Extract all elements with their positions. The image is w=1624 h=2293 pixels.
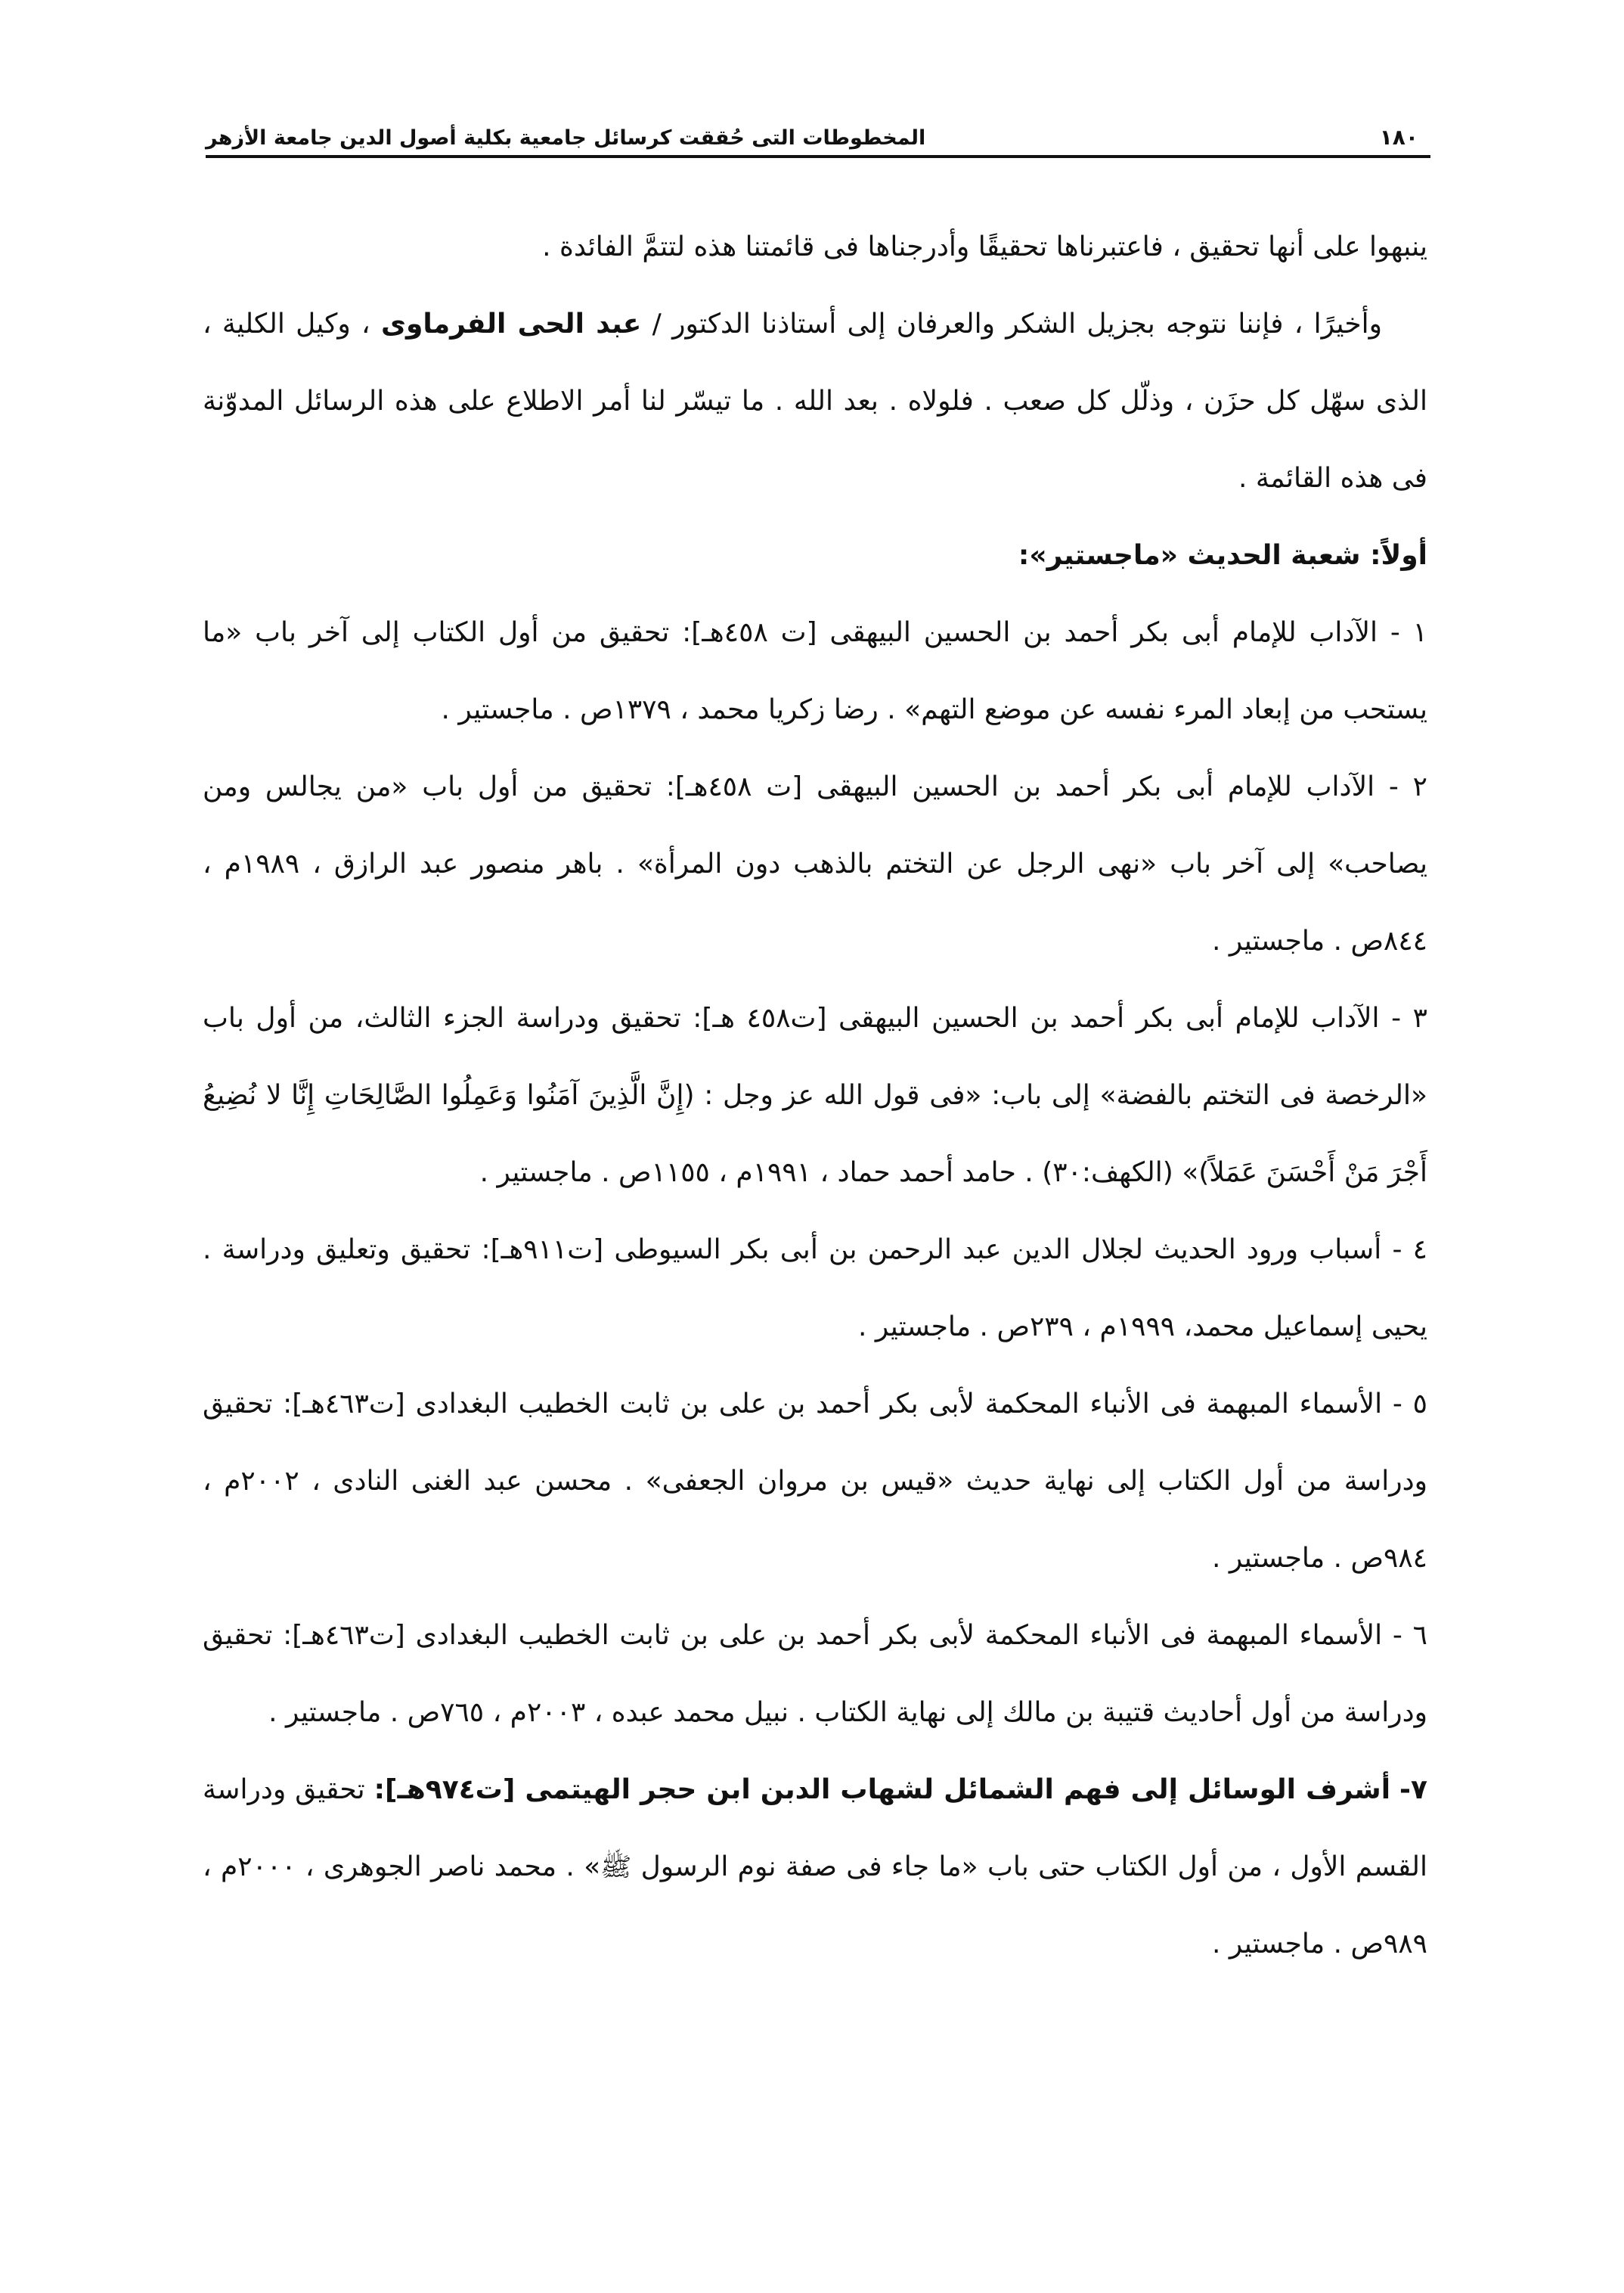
entry-title: أشرف الوسائل إلى فهم الشمائل لشهاب الدبن ابن حجر الهيتمى [ت٩٧٤هـ]:	[373, 1774, 1391, 1805]
entry-5	[203, 1366, 1427, 1597]
entry-text: الآداب للإمام أبى بكر أحمد بن الحسين البيهقى [ت ٤٥٨هـ]: تحقيق من أول باب «من يجالس ومن يصاحب» إلى آخر باب «نهى الرجل عن التختم بالذهب دون المرأة» . باهر منصور عبد الرازق ، ١٩٨٩م ، ٨٤٤ص . ماجستير .	[203, 771, 1427, 957]
entry-number: ٣ -	[1391, 1003, 1427, 1034]
entry-text: الأسماء المبهمة فى الأنباء المحكمة لأبى بكر أحمد بن على بن ثابت الخطيب البغدادى [ت٤٦٣هـ]: تحقيق ودراسة من أول أحاديث قتيبة بن مالك إلى نهاية الكتاب . نبيل محمد عبده ، ٢٠٠٣م ، ٧٦٥ص . ماجستير .	[203, 1620, 1427, 1728]
entry-3	[203, 980, 1427, 1212]
entry-number: ٦ -	[1392, 1620, 1427, 1651]
entry-1	[203, 594, 1427, 749]
entry-number: ٧-	[1399, 1774, 1427, 1805]
ack-name: عبد الحى الفرماوى	[380, 309, 642, 340]
entry-4	[203, 1212, 1427, 1366]
intro-continuation: ينبهوا على أنها تحقيق ، فاعتبرناها تحقيقًا وأدرجناها فى قائمتنا هذه لتتمَّ الفائدة .	[542, 231, 1427, 262]
body-text	[203, 209, 1427, 1983]
acknowledgement-paragraph	[203, 286, 1427, 517]
entry-number: ١ -	[1390, 617, 1427, 648]
entry-number: ٤ -	[1392, 1234, 1427, 1265]
entry-text: تحقيق ودراسة القسم الأول ، من أول الكتاب حتى باب «ما جاء فى صفة نوم الرسول	[203, 1774, 1428, 1882]
entry-number: ٥ -	[1392, 1389, 1427, 1420]
running-title: المخطوطات التى حُققت كرسائل جامعية بكلية أصول الدين جامعة الأزهر	[206, 126, 926, 150]
entry-text: الآداب للإمام أبى بكر أحمد بن الحسين البيهقى [ت ٤٥٨هـ]: تحقيق من أول الكتاب إلى آخر باب «ما يستحب من إبعاد المرء نفسه عن موضع التهم» . رضا زكريا محمد ، ١٣٧٩ص . ماجستير .	[203, 617, 1427, 725]
header-rule	[206, 155, 1430, 158]
entry-7	[203, 1752, 1427, 1983]
honorific-glyph: ﷺ	[600, 1852, 632, 1882]
page-number: ١٨٠	[1379, 125, 1418, 150]
ack-text-before: وأخيرًا ، فإننا نتوجه بجزيل الشكر والعرفان إلى أستاذنا الدكتور /	[641, 309, 1382, 340]
entry-text: أسباب ورود الحديث لجلال الدين عبد الرحمن بن أبى بكر السيوطى [ت٩١١هـ]: تحقيق وتعليق ودراسة . يحيى إسماعيل محمد، ١٩٩٩م ، ٢٣٩ص . ماجستير .	[203, 1234, 1427, 1342]
entry-6	[203, 1597, 1427, 1752]
entry-number: ٢ -	[1388, 771, 1427, 802]
ack-text-after: ، وكيل الكلية ، الذى سهّل كل حزَن ، وذلّل كل صعب . فلولاه . بعد الله . ما تيسّر لنا أمر الاطلاع على هذه الرسائل المدوّنة فى هذه القائمة .	[203, 309, 1427, 494]
entry-tail: » . محمد ناصر الجوهرى ، ٢٠٠٠م ، ٩٨٩ص . ماجستير .	[203, 1851, 1427, 1959]
entry-2	[203, 749, 1427, 980]
entry-text: الآداب للإمام أبى بكر أحمد بن الحسين البيهقى [ت٤٥٨ هـ]: تحقيق ودراسة الجزء الثالث، من أول باب «الرخصة فى التختم بالفضة» إلى باب: «فى قول الله عز وجل : (إِنَّ الَّذِينَ آمَنُوا وَعَمِلُوا الصَّالِحَاتِ إِنَّا لا نُضِيعُ أَجْرَ مَنْ أَحْسَنَ عَمَلاً)» (الكهف:٣٠) . حامد أحمد حماد ، ١٩٩١م ، ١١٥٥ص . ماجستير .	[203, 1003, 1427, 1188]
running-head	[206, 104, 1418, 150]
entry-text: الأسماء المبهمة فى الأنباء المحكمة لأبى بكر أحمد بن على بن ثابت الخطيب البغدادى [ت٤٦٣هـ]: تحقيق ودراسة من أول الكتاب إلى نهاية حديث «قيس بن مروان الجعفى» . محسن عبد الغنى النادى ، ٢٠٠٢م ، ٩٨٤ص . ماجستير .	[203, 1389, 1427, 1574]
section-heading: أولاً: شعبة الحديث «ماجستير»:	[1018, 540, 1427, 571]
